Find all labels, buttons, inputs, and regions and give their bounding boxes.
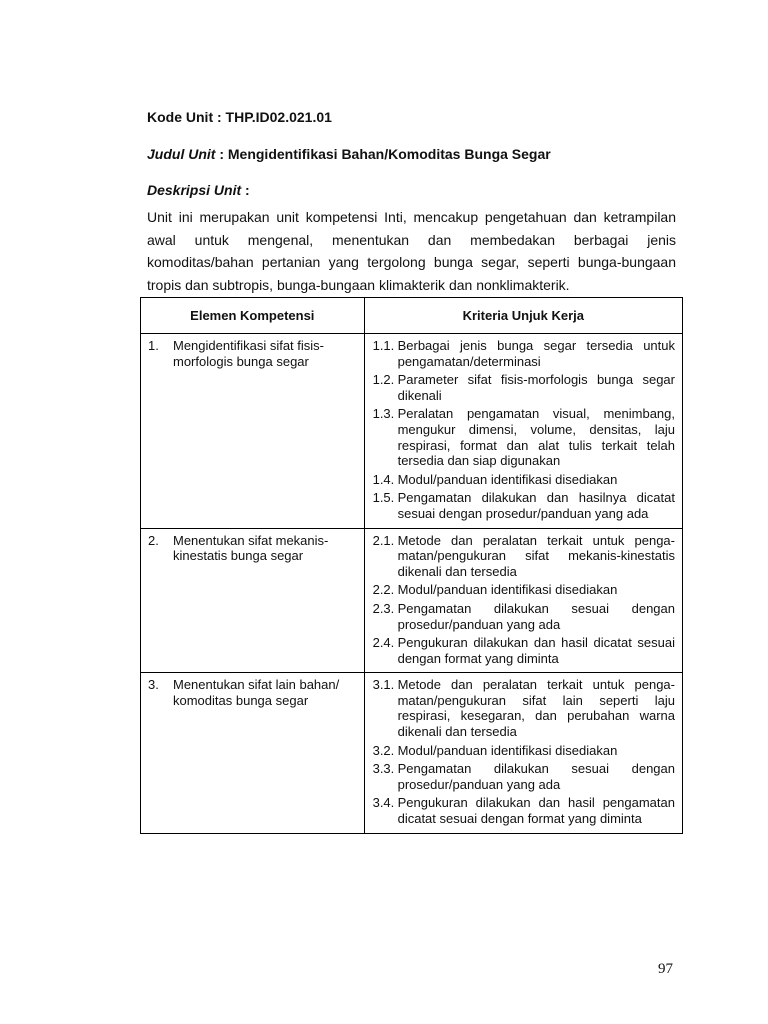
deskripsi-unit-label: Deskripsi Unit [147,182,242,198]
kriteria-number: 2.3. [372,600,395,616]
competency-table [140,297,683,834]
kriteria-item [373,743,675,759]
kriteria-item [373,582,675,598]
table-body [141,334,683,834]
kriteria-number: 3.3. [372,761,395,777]
kriteria-item [373,490,675,521]
kriteria-text: Metode dan peralatan terkait untuk penga-matan/pengukuran sifat lain seperti laju respirasi, kesegaran, dan perubahan warna dikenali dan tersedia [397,677,675,740]
elemen-number: 1. [148,338,159,353]
kriteria-number: 3.4. [372,795,395,811]
kriteria-number: 1.2. [372,372,395,388]
kriteria-item [373,635,675,666]
kode-unit-label: Kode Unit : [147,109,226,125]
kriteria-number: 1.1. [372,338,395,353]
elemen-cell [141,528,365,673]
deskripsi-unit-line [147,181,250,199]
kriteria-cell [364,528,682,673]
kriteria-text: Modul/panduan identifikasi disediakan [397,742,618,758]
column-header-elemen: Elemen Kompetensi [141,298,365,334]
elemen-number: 2. [148,532,159,548]
kriteria-number: 2.4. [372,635,395,651]
kriteria-text: Pengukuran dilakukan dan hasil dicatat sesuai dengan format yang diminta [397,635,675,666]
kriteria-item [373,677,675,739]
kriteria-number: 1.5. [372,490,395,506]
column-header-kriteria: Kriteria Unjuk Kerja [364,298,682,334]
elemen-number: 3. [148,677,159,693]
elemen-cell [141,673,365,833]
kriteria-number: 3.2. [372,742,395,758]
table-row [141,334,683,529]
kriteria-text: Peralatan pengamatan visual, menimbang, mengukur dimensi, volume, densitas, laju respirasi, format dan alat tulis terkait telah tersedia dan siap digunakan [397,406,675,469]
kriteria-item [373,406,675,468]
kriteria-list [365,673,682,832]
table-header-row [141,298,683,334]
page-number: 97 [658,961,673,977]
kriteria-text: Pengamatan dilakukan sesuai dengan prosedur/panduan yang ada [397,761,675,792]
kriteria-item [373,338,675,369]
kriteria-text: Pengukuran dilakukan dan hasil pengamatan dicatat sesuai dengan format yang diminta [397,795,675,827]
elemen-item [141,334,364,373]
judul-unit-value: : Mengidentifikasi Bahan/Komoditas Bunga Segar [215,146,551,162]
kode-unit-value: THP.ID02.021.01 [225,109,332,125]
kriteria-text: Pengamatan dilakukan sesuai dengan prosedur/panduan yang ada [397,600,675,632]
elemen-item [141,529,364,568]
kriteria-text: Metode dan peralatan terkait untuk penga-matan/pengukuran sifat mekanis-kinestatis dikenali dan tersedia [397,532,675,579]
unit-description: Unit ini merupakan unit kompetensi Inti, mencakup pengetahuan dan ketrampilan awal untuk mengenal, menentukan dan membedakan berbagai jenis komoditas/bahan pertanian yang tergolong bunga segar, seperti bunga-bungaan tropis dan subtropis, bunga-bungaan klimakterik dan nonklimakterik. [147,209,676,294]
judul-unit-label: Judul Unit [147,146,216,162]
kriteria-text: Parameter sifat fisis-morfologis bunga segar dikenali [397,372,675,403]
elemen-cell [141,334,365,529]
table-row [141,528,683,673]
kode-unit-line [147,108,332,126]
kriteria-item [373,761,675,792]
elemen-text: Menentukan sifat lain bahan/ komoditas bunga segar [173,677,340,708]
kriteria-item [373,472,675,488]
kriteria-text: Modul/panduan identifikasi disediakan [397,471,618,487]
elemen-item [141,673,364,712]
kriteria-number: 1.4. [372,471,395,487]
kriteria-number: 1.3. [372,406,395,422]
kriteria-number: 2.1. [372,532,395,548]
kriteria-item [373,601,675,632]
kriteria-text: Modul/panduan identifikasi disediakan [397,582,618,598]
kriteria-number: 3.1. [372,677,395,693]
elemen-text: Mengidentifikasi sifat fisis-morfologis bunga segar [173,338,324,369]
kriteria-item [373,533,675,580]
kriteria-cell [364,673,682,833]
kriteria-list [365,334,682,528]
judul-unit-line [147,145,551,163]
deskripsi-unit-colon: : [241,182,250,198]
kriteria-text: Pengamatan dilakukan dan hasilnya dicatat sesuai dengan prosedur/panduan yang ada [397,490,675,521]
table-row [141,673,683,833]
kriteria-text: Berbagai jenis bunga segar tersedia untuk pengamatan/determinasi [397,338,675,369]
elemen-text: Menentukan sifat mekanis-kinestatis bunga segar [173,532,329,564]
kriteria-number: 2.2. [372,582,395,598]
kriteria-item [373,372,675,403]
kriteria-cell [364,334,682,529]
kriteria-list [365,529,682,673]
kriteria-item [373,795,675,826]
